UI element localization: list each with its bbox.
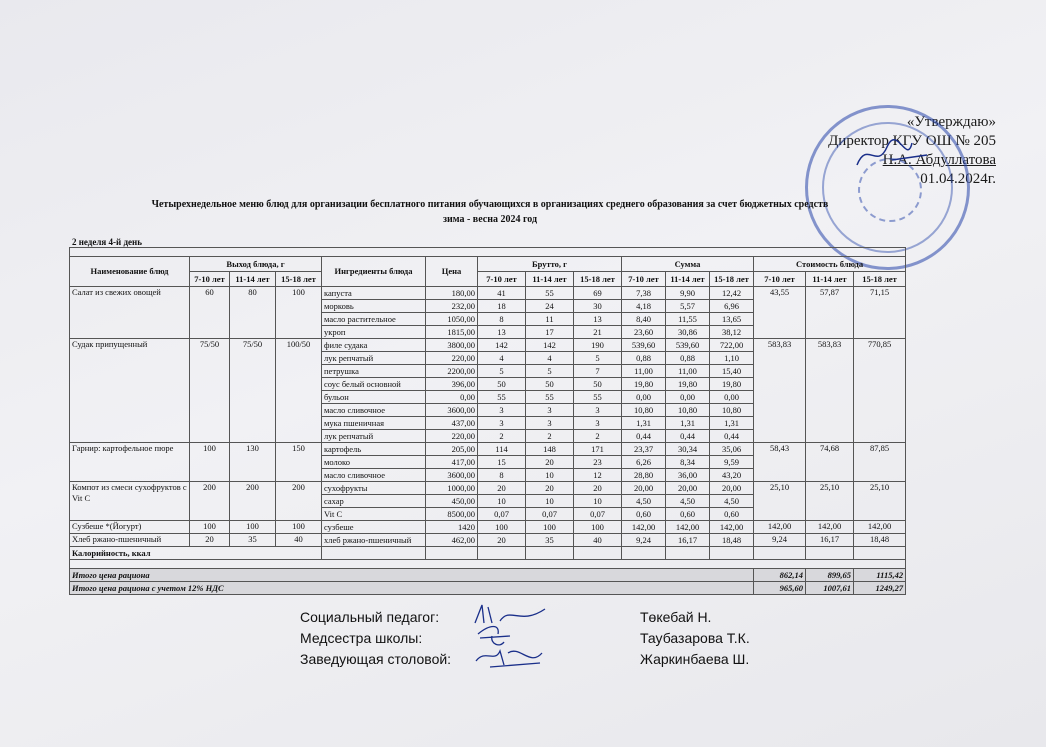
brutto-cell: 17 (526, 326, 574, 339)
sum-cell: 0,00 (666, 391, 710, 404)
brutto-cell: 142 (526, 339, 574, 352)
sum-cell: 142,00 (710, 521, 754, 534)
yield-cell: 100 (190, 443, 230, 482)
sum-cell: 0,00 (622, 391, 666, 404)
empty-cell (806, 547, 854, 560)
yield-cell: 200 (230, 482, 276, 521)
empty-cell (426, 547, 478, 560)
cost-cell: 142,00 (754, 521, 806, 534)
age-col: 15-18 лет (574, 272, 622, 287)
sum-cell: 0,60 (710, 508, 754, 521)
ingredient-cell: лук репчатый (322, 352, 426, 365)
empty-cell (574, 547, 622, 560)
brutto-cell: 20 (478, 534, 526, 547)
brutto-cell: 100 (574, 521, 622, 534)
sum-cell: 9,59 (710, 456, 754, 469)
price-cell: 417,00 (426, 456, 478, 469)
approval-line-2: Директор КГУ ОШ № 205 (828, 133, 996, 149)
table-row (70, 482, 906, 495)
brutto-cell: 10 (526, 469, 574, 482)
approval-line-4: 01.04.2024г. (920, 171, 996, 187)
price-cell: 220,00 (426, 352, 478, 365)
sum-cell: 20,00 (666, 482, 710, 495)
brutto-cell: 13 (478, 326, 526, 339)
brutto-cell: 3 (526, 404, 574, 417)
signatory-row (300, 649, 800, 670)
yield-cell: 200 (190, 482, 230, 521)
sum-cell: 10,80 (710, 404, 754, 417)
sum-cell: 4,50 (710, 495, 754, 508)
empty-cell (70, 560, 906, 569)
cost-cell: 43,55 (754, 287, 806, 339)
sum-cell: 20,00 (710, 482, 754, 495)
spacer-row (70, 248, 906, 257)
sum-cell: 6,26 (622, 456, 666, 469)
brutto-cell: 142 (478, 339, 526, 352)
brutto-cell: 21 (574, 326, 622, 339)
cost-cell: 142,00 (854, 521, 906, 534)
cost-cell: 16,17 (806, 534, 854, 547)
header-cost: Стоимость блюда (754, 257, 906, 272)
signatures-block (300, 607, 800, 670)
brutto-cell: 100 (478, 521, 526, 534)
price-cell: 1050,00 (426, 313, 478, 326)
cost-cell: 25,10 (754, 482, 806, 521)
yield-cell: 80 (230, 287, 276, 339)
header-row-2 (70, 272, 906, 287)
dish-name-cell: Судак припущенный (70, 339, 190, 443)
brutto-cell: 3 (574, 417, 622, 430)
brutto-cell: 190 (574, 339, 622, 352)
cost-cell: 74,68 (806, 443, 854, 482)
ingredient-cell: лук репчатый (322, 430, 426, 443)
sum-cell: 30,34 (666, 443, 710, 456)
yield-cell: 35 (230, 534, 276, 547)
total-value: 899,65 (806, 569, 854, 582)
brutto-cell: 3 (478, 417, 526, 430)
signatory-name: Жаркинбаева Ш. (640, 651, 750, 667)
empty-cell (754, 547, 806, 560)
ingredient-cell: сухофрукты (322, 482, 426, 495)
menu-table (69, 247, 906, 595)
sum-cell: 18,48 (710, 534, 754, 547)
price-cell: 1420 (426, 521, 478, 534)
age-col: 11-14 лет (806, 272, 854, 287)
brutto-cell: 8 (478, 313, 526, 326)
sum-cell: 19,80 (622, 378, 666, 391)
cost-cell: 25,10 (806, 482, 854, 521)
total-value: 862,14 (754, 569, 806, 582)
empty-cell (478, 547, 526, 560)
brutto-cell: 20 (526, 456, 574, 469)
age-col: 15-18 лет (710, 272, 754, 287)
cost-cell: 770,85 (854, 339, 906, 443)
yield-cell: 75/50 (230, 339, 276, 443)
price-cell: 8500,00 (426, 508, 478, 521)
brutto-cell: 55 (526, 287, 574, 300)
empty-cell (622, 547, 666, 560)
table-row (70, 443, 906, 456)
header-price: Цена (426, 257, 478, 287)
brutto-cell: 55 (574, 391, 622, 404)
price-cell: 232,00 (426, 300, 478, 313)
age-col: 11-14 лет (230, 272, 276, 287)
brutto-cell: 0,07 (574, 508, 622, 521)
yield-cell: 20 (190, 534, 230, 547)
brutto-cell: 10 (574, 495, 622, 508)
total-label: Итого цена рациона с учетом 12% НДС (70, 582, 754, 595)
brutto-cell: 3 (478, 404, 526, 417)
sum-cell: 20,00 (622, 482, 666, 495)
sum-cell: 23,60 (622, 326, 666, 339)
header-sum: Сумма (622, 257, 754, 272)
age-col: 11-14 лет (526, 272, 574, 287)
yield-cell: 100 (190, 521, 230, 534)
yield-cell: 130 (230, 443, 276, 482)
dish-name-cell: Гарнир: картофельное пюре (70, 443, 190, 482)
yield-cell: 100 (230, 521, 276, 534)
sum-cell: 539,60 (666, 339, 710, 352)
day-label: 2 неделя 4-й день (72, 237, 142, 247)
brutto-cell: 8 (478, 469, 526, 482)
ingredient-cell: сахар (322, 495, 426, 508)
price-cell: 3600,00 (426, 404, 478, 417)
signatory-name: Таубазарова Т.К. (640, 630, 750, 646)
total-value: 965,60 (754, 582, 806, 595)
brutto-cell: 10 (478, 495, 526, 508)
age-col: 7-10 лет (754, 272, 806, 287)
brutto-cell: 69 (574, 287, 622, 300)
ingredient-cell: масло сливочное (322, 469, 426, 482)
brutto-cell: 0,07 (478, 508, 526, 521)
cost-cell: 25,10 (854, 482, 906, 521)
empty-cell (710, 547, 754, 560)
sum-cell: 0,00 (710, 391, 754, 404)
sum-cell: 7,38 (622, 287, 666, 300)
cost-cell: 583,83 (754, 339, 806, 443)
ingredient-cell: хлеб ржано-пшеничный (322, 534, 426, 547)
sum-cell: 4,18 (622, 300, 666, 313)
director-signature (852, 135, 932, 175)
yield-cell: 100/50 (276, 339, 322, 443)
sum-cell: 36,00 (666, 469, 710, 482)
round-seal-stamp (805, 105, 970, 270)
signatory-row (300, 607, 800, 628)
brutto-cell: 0,07 (526, 508, 574, 521)
sum-cell: 9,90 (666, 287, 710, 300)
dish-name-cell: Салат из свежих овощей (70, 287, 190, 339)
brutto-cell: 4 (478, 352, 526, 365)
cost-cell: 57,87 (806, 287, 854, 339)
yield-cell: 75/50 (190, 339, 230, 443)
price-cell: 0,00 (426, 391, 478, 404)
price-cell: 1815,00 (426, 326, 478, 339)
sum-cell: 11,55 (666, 313, 710, 326)
brutto-cell: 55 (526, 391, 574, 404)
sum-cell: 4,50 (622, 495, 666, 508)
total-row (70, 569, 906, 582)
sum-cell: 19,80 (710, 378, 754, 391)
cost-cell: 87,85 (854, 443, 906, 482)
sum-cell: 6,96 (710, 300, 754, 313)
ingredient-cell: филе судака (322, 339, 426, 352)
brutto-cell: 2 (478, 430, 526, 443)
sum-cell: 5,57 (666, 300, 710, 313)
approval-line-1: «Утверждаю» (906, 114, 996, 130)
brutto-cell: 3 (526, 417, 574, 430)
brutto-cell: 30 (574, 300, 622, 313)
brutto-cell: 12 (574, 469, 622, 482)
signature (470, 643, 550, 671)
yield-cell: 200 (276, 482, 322, 521)
header-ingredients: Ингредиенты блюда (322, 257, 426, 287)
ingredient-cell: масло растительное (322, 313, 426, 326)
table-row (70, 534, 906, 547)
price-cell: 1000,00 (426, 482, 478, 495)
cost-cell: 58,43 (754, 443, 806, 482)
sum-cell: 1,31 (622, 417, 666, 430)
cost-cell: 71,15 (854, 287, 906, 339)
sum-cell: 142,00 (666, 521, 710, 534)
sum-cell: 11,00 (666, 365, 710, 378)
ingredient-cell: бульон (322, 391, 426, 404)
sum-cell: 8,40 (622, 313, 666, 326)
brutto-cell: 11 (526, 313, 574, 326)
brutto-cell: 50 (478, 378, 526, 391)
brutto-cell: 50 (526, 378, 574, 391)
price-cell: 437,00 (426, 417, 478, 430)
empty-cell (322, 547, 426, 560)
cost-cell: 142,00 (806, 521, 854, 534)
price-cell: 3800,00 (426, 339, 478, 352)
ingredient-cell: петрушка (322, 365, 426, 378)
brutto-cell: 23 (574, 456, 622, 469)
yield-cell: 60 (190, 287, 230, 339)
dish-name-cell: Сузбеше *(Йогурт) (70, 521, 190, 534)
signatory-role: Заведующая столовой: (300, 651, 452, 667)
sum-cell: 10,80 (666, 404, 710, 417)
brutto-cell: 7 (574, 365, 622, 378)
brutto-cell: 50 (574, 378, 622, 391)
brutto-cell: 35 (526, 534, 574, 547)
brutto-cell: 114 (478, 443, 526, 456)
cost-cell: 9,24 (754, 534, 806, 547)
table-row (70, 287, 906, 300)
sum-cell: 0,60 (666, 508, 710, 521)
age-col: 11-14 лет (666, 272, 710, 287)
price-cell: 462,00 (426, 534, 478, 547)
table-row (70, 521, 906, 534)
sum-cell: 35,06 (710, 443, 754, 456)
sum-cell: 722,00 (710, 339, 754, 352)
sum-cell: 0,88 (666, 352, 710, 365)
sum-cell: 10,80 (622, 404, 666, 417)
brutto-cell: 3 (574, 404, 622, 417)
total-row (70, 582, 906, 595)
ingredient-cell: картофель (322, 443, 426, 456)
price-cell: 3600,00 (426, 469, 478, 482)
age-col: 15-18 лет (276, 272, 322, 287)
sum-cell: 23,37 (622, 443, 666, 456)
brutto-cell: 5 (526, 365, 574, 378)
signatory-role: Социальный педагог: (300, 609, 440, 625)
sum-cell: 4,50 (666, 495, 710, 508)
ingredient-cell: Vit C (322, 508, 426, 521)
calories-label: Калорийность, ккал (70, 547, 322, 560)
sum-cell: 30,86 (666, 326, 710, 339)
sum-cell: 0,88 (622, 352, 666, 365)
brutto-cell: 18 (478, 300, 526, 313)
signatory-role: Медсестра школы: (300, 630, 423, 646)
sum-cell: 142,00 (622, 521, 666, 534)
total-value: 1249,27 (854, 582, 906, 595)
yield-cell: 100 (276, 287, 322, 339)
yield-cell: 150 (276, 443, 322, 482)
age-col: 7-10 лет (190, 272, 230, 287)
sum-cell: 1,31 (666, 417, 710, 430)
cost-cell: 18,48 (854, 534, 906, 547)
header-row-1 (70, 257, 906, 272)
empty-cell (854, 547, 906, 560)
ingredient-cell: мука пшеничная (322, 417, 426, 430)
title-line-2: зима - весна 2024 год (442, 214, 538, 225)
cost-cell: 583,83 (806, 339, 854, 443)
brutto-cell: 40 (574, 534, 622, 547)
sum-cell: 28,80 (622, 469, 666, 482)
brutto-cell: 4 (526, 352, 574, 365)
ingredient-cell: укроп (322, 326, 426, 339)
sum-cell: 8,34 (666, 456, 710, 469)
price-cell: 220,00 (426, 430, 478, 443)
empty-cell (526, 547, 574, 560)
sum-cell: 539,60 (622, 339, 666, 352)
empty-cell (666, 547, 710, 560)
brutto-cell: 2 (574, 430, 622, 443)
brutto-cell: 5 (478, 365, 526, 378)
sum-cell: 11,00 (622, 365, 666, 378)
sum-cell: 0,44 (666, 430, 710, 443)
ingredient-cell: капуста (322, 287, 426, 300)
signatory-name: Төкебай Н. (640, 609, 712, 625)
age-col: 7-10 лет (478, 272, 526, 287)
ingredient-cell: соус белый основной (322, 378, 426, 391)
brutto-cell: 55 (478, 391, 526, 404)
sum-cell: 1,10 (710, 352, 754, 365)
dish-name-cell: Компот из смеси сухофруктов с Vit C (70, 482, 190, 521)
document-title (70, 197, 910, 227)
sum-cell: 9,24 (622, 534, 666, 547)
brutto-cell: 100 (526, 521, 574, 534)
title-line-1: Четырехнедельное меню блюд для организации бесплатного питания обучающихся в организациях среднего образования за счет бюджетных средств (151, 199, 829, 210)
sum-cell: 15,40 (710, 365, 754, 378)
signatory-row (300, 628, 800, 649)
brutto-cell: 148 (526, 443, 574, 456)
approval-line-3: Н.А. Абдуллатова (882, 152, 996, 168)
brutto-cell: 2 (526, 430, 574, 443)
yield-cell: 40 (276, 534, 322, 547)
price-cell: 2200,00 (426, 365, 478, 378)
brutto-cell: 20 (478, 482, 526, 495)
calories-row (70, 547, 906, 560)
dish-name-cell: Хлеб ржано-пшеничный (70, 534, 190, 547)
price-cell: 180,00 (426, 287, 478, 300)
brutto-cell: 41 (478, 287, 526, 300)
brutto-cell: 13 (574, 313, 622, 326)
brutto-cell: 10 (526, 495, 574, 508)
sum-cell: 43,20 (710, 469, 754, 482)
table-row (70, 339, 906, 352)
ingredient-cell: сузбеше (322, 521, 426, 534)
sum-cell: 0,44 (622, 430, 666, 443)
total-value: 1115,42 (854, 569, 906, 582)
sum-cell: 0,60 (622, 508, 666, 521)
ingredient-cell: морковь (322, 300, 426, 313)
yield-cell: 100 (276, 521, 322, 534)
sum-cell: 13,65 (710, 313, 754, 326)
price-cell: 450,00 (426, 495, 478, 508)
brutto-cell: 15 (478, 456, 526, 469)
spacer-row (70, 560, 906, 569)
price-cell: 205,00 (426, 443, 478, 456)
sum-cell: 38,12 (710, 326, 754, 339)
ingredient-cell: молоко (322, 456, 426, 469)
header-dish: Наименование блюд (70, 257, 190, 287)
sum-cell: 0,44 (710, 430, 754, 443)
brutto-cell: 171 (574, 443, 622, 456)
brutto-cell: 5 (574, 352, 622, 365)
total-value: 1007,61 (806, 582, 854, 595)
sum-cell: 12,42 (710, 287, 754, 300)
brutto-cell: 20 (574, 482, 622, 495)
sum-cell: 19,80 (666, 378, 710, 391)
sum-cell: 16,17 (666, 534, 710, 547)
age-col: 7-10 лет (622, 272, 666, 287)
brutto-cell: 20 (526, 482, 574, 495)
price-cell: 396,00 (426, 378, 478, 391)
sum-cell: 1,31 (710, 417, 754, 430)
total-label: Итого цена рациона (70, 569, 754, 582)
age-col: 15-18 лет (854, 272, 906, 287)
brutto-cell: 24 (526, 300, 574, 313)
ingredient-cell: масло сливочное (322, 404, 426, 417)
header-yield: Выход блюда, г (190, 257, 322, 272)
header-brutto: Брутто, г (478, 257, 622, 272)
